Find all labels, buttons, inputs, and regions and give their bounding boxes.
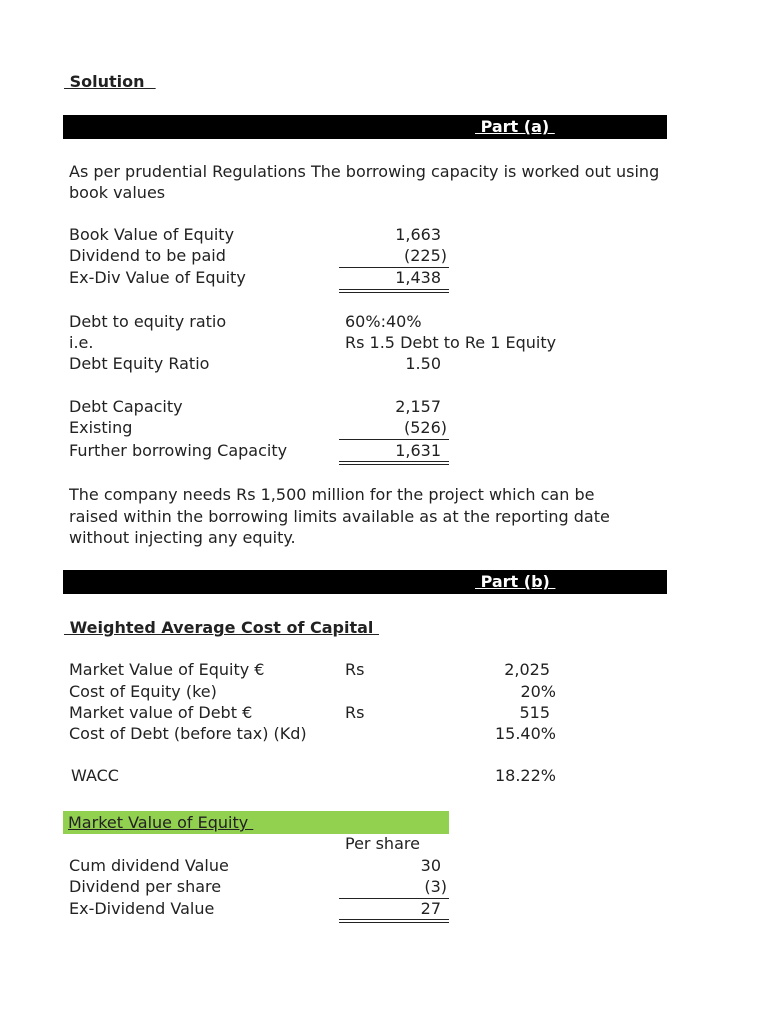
book-value-equity-value: 1,663 — [395, 225, 441, 244]
part-a-header-band — [63, 115, 667, 139]
wacc-label: WACC — [71, 766, 119, 785]
debt-to-equity-ratio-value: 60%:40% — [345, 312, 422, 331]
book-value-equity-label: Book Value of Equity — [69, 225, 235, 244]
wacc-heading: Weighted Average Cost of Capital — [64, 618, 379, 637]
intro-line-1: As per prudential Regulations The borrowing capacity is worked out using — [69, 162, 660, 181]
market-value-debt-label: Market value of Debt € — [69, 703, 253, 722]
debt-equity-ratio-label: Debt Equity Ratio — [69, 354, 210, 373]
conclusion-line-2: raised within the borrowing limits available as at the reporting date — [69, 507, 610, 526]
dividend-to-be-paid-label: Dividend to be paid — [69, 246, 226, 265]
wacc-value: 18.22% — [494, 766, 556, 785]
conclusion-line-3: without injecting any equity. — [69, 528, 296, 547]
solution-heading: Solution — [64, 72, 156, 91]
cost-of-debt-value: 15.40% — [494, 724, 556, 743]
ex-dividend-value-label: Ex-Dividend Value — [69, 899, 215, 918]
market-value-equity-currency: Rs — [345, 660, 365, 679]
part-a-label: Part (a) — [475, 117, 555, 136]
cum-dividend-value-value: 30 — [420, 856, 441, 875]
market-value-equity-label: Market Value of Equity € — [69, 660, 265, 679]
per-share-column-heading: Per share — [345, 834, 420, 853]
debt-equity-ratio-value: 1.50 — [405, 354, 441, 373]
dividend-per-share-label: Dividend per share — [69, 877, 222, 896]
capacity-subtotal-rule — [339, 439, 449, 440]
market-value-equity-heading: Market Value of Equity — [68, 813, 254, 832]
existing-debt-label: Existing — [69, 418, 133, 437]
ex-div-equity-value: 1,438 — [395, 268, 441, 287]
market-value-debt-currency: Rs — [345, 703, 365, 722]
market-value-debt-value: 515 — [519, 703, 550, 722]
conclusion-line-1: The company needs Rs 1,500 million for the project which can be — [69, 485, 595, 504]
debt-to-equity-ratio-label: Debt to equity ratio — [69, 312, 227, 331]
market-value-equity-value: 2,025 — [504, 660, 550, 679]
intro-line-2: book values — [69, 183, 166, 202]
cost-of-equity-label: Cost of Equity (ke) — [69, 682, 217, 701]
cum-dividend-value-label: Cum dividend Value — [69, 856, 229, 875]
debt-capacity-label: Debt Capacity — [69, 397, 183, 416]
dividend-per-share-value: (3) — [424, 877, 447, 896]
mve-total-double-rule — [339, 919, 449, 923]
further-borrowing-capacity-value: 1,631 — [395, 441, 441, 460]
cost-of-debt-label: Cost of Debt (before tax) (Kd) — [69, 724, 307, 743]
further-borrowing-capacity-label: Further borrowing Capacity — [69, 441, 288, 460]
dividend-to-be-paid-value: (225) — [403, 246, 447, 265]
ex-div-equity-label: Ex-Div Value of Equity — [69, 268, 246, 287]
equity-total-double-rule — [339, 289, 449, 293]
ie-value: Rs 1.5 Debt to Re 1 Equity — [345, 333, 557, 352]
part-b-header-band — [63, 570, 667, 594]
ex-dividend-value-value: 27 — [420, 899, 441, 918]
existing-debt-value: (526) — [403, 418, 447, 437]
capacity-total-double-rule — [339, 461, 449, 465]
debt-capacity-value: 2,157 — [395, 397, 441, 416]
ie-label: i.e. — [69, 333, 94, 352]
part-b-label: Part (b) — [475, 572, 556, 591]
cost-of-equity-value: 20% — [520, 682, 556, 701]
